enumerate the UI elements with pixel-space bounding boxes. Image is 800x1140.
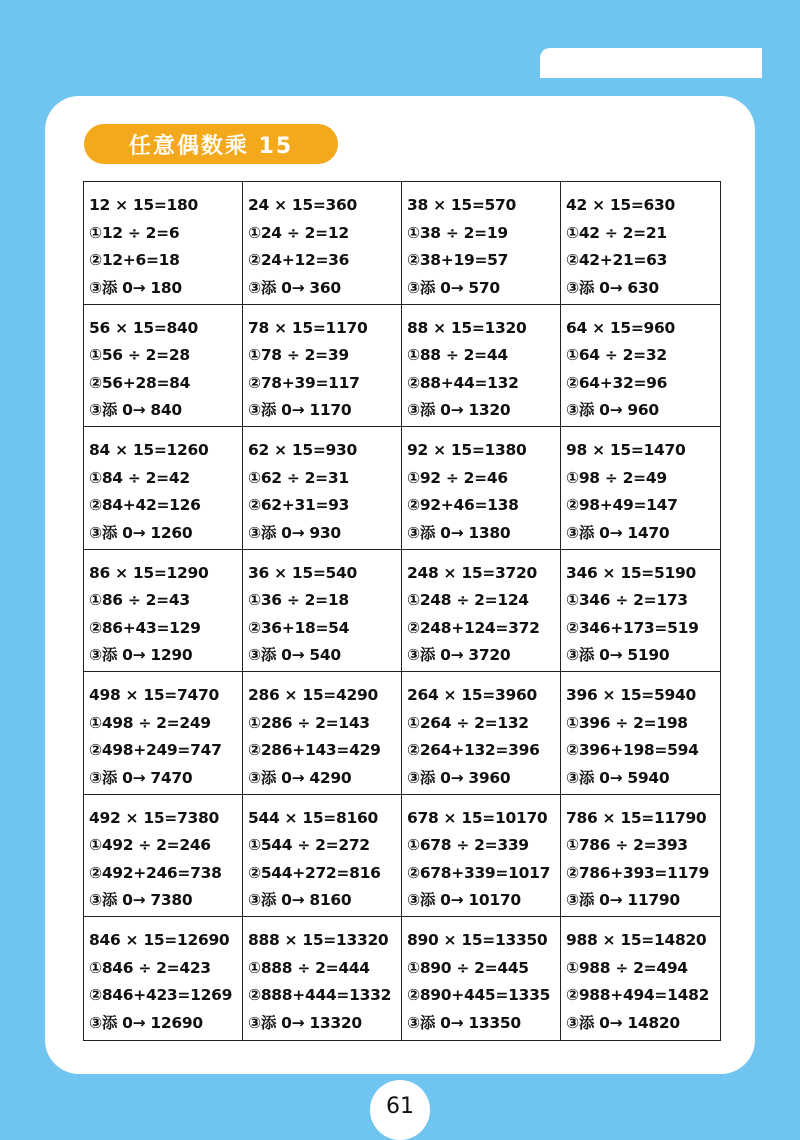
grid-cell <box>243 917 402 1040</box>
step-add-line: ②36+18=54 <box>248 618 350 637</box>
equation-line: 62 × 15=930 <box>248 441 357 460</box>
step-add-line: ②38+19=57 <box>407 251 509 269</box>
step-add-line: ②846+423=1269 <box>89 986 233 1005</box>
step-divide-line: ①98 ÷ 2=49 <box>566 468 667 487</box>
step-append-zero-line: ③添 0→ 11790 <box>566 891 680 910</box>
step-add-line: ②544+272=816 <box>248 863 381 882</box>
multiplication-grid <box>83 181 721 1041</box>
step-divide-line: ①56 ÷ 2=28 <box>89 346 190 365</box>
step-append-zero-line: ③添 0→ 10170 <box>407 891 521 910</box>
step-append-zero-line: ③添 0→ 360 <box>248 278 341 297</box>
step-divide-line: ①92 ÷ 2=46 <box>407 468 508 487</box>
step-append-zero-line: ③添 0→ 5940 <box>566 768 670 787</box>
grid-cell <box>243 795 402 918</box>
equation-line: 498 × 15=7470 <box>89 686 219 705</box>
step-add-line: ②92+46=138 <box>407 496 519 515</box>
step-add-line: ②264+132=396 <box>407 741 540 760</box>
step-append-zero-line: ③添 0→ 1470 <box>566 523 670 542</box>
step-append-zero-line: ③添 0→ 1320 <box>407 401 511 420</box>
step-divide-line: ①88 ÷ 2=44 <box>407 346 508 365</box>
step-add-line: ②248+124=372 <box>407 618 540 637</box>
equation-line: 92 × 15=1380 <box>407 441 527 460</box>
step-append-zero-line: ③添 0→ 14820 <box>566 1013 680 1032</box>
equation-line: 84 × 15=1260 <box>89 441 209 460</box>
equation-line: 396 × 15=5940 <box>566 686 696 705</box>
grid-cell <box>561 672 720 795</box>
grid-cell <box>84 182 243 305</box>
grid-cell <box>561 917 720 1040</box>
step-divide-line: ①42 ÷ 2=21 <box>566 223 667 242</box>
step-add-line: ②498+249=747 <box>89 741 222 760</box>
step-append-zero-line: ③添 0→ 3720 <box>407 646 511 665</box>
equation-line: 988 × 15=14820 <box>566 931 707 950</box>
equation-line: 88 × 15=1320 <box>407 318 527 337</box>
step-divide-line: ①846 ÷ 2=423 <box>89 958 211 977</box>
equation-line: 264 × 15=3960 <box>407 686 537 705</box>
equation-line: 42 × 15=630 <box>566 196 675 214</box>
step-add-line: ②88+44=132 <box>407 373 519 392</box>
step-append-zero-line: ③添 0→ 180 <box>89 278 182 297</box>
grid-cell <box>243 305 402 428</box>
step-add-line: ②56+28=84 <box>89 373 191 392</box>
step-add-line: ②64+32=96 <box>566 373 668 392</box>
step-append-zero-line: ③添 0→ 8160 <box>248 891 352 910</box>
equation-line: 24 × 15=360 <box>248 196 357 214</box>
grid-cell <box>561 427 720 550</box>
step-append-zero-line: ③添 0→ 540 <box>248 646 341 665</box>
step-append-zero-line: ③添 0→ 930 <box>248 523 341 542</box>
step-divide-line: ①38 ÷ 2=19 <box>407 223 508 242</box>
grid-cell <box>402 795 561 918</box>
step-add-line: ②286+143=429 <box>248 741 381 760</box>
step-divide-line: ①86 ÷ 2=43 <box>89 591 190 610</box>
equation-line: 36 × 15=540 <box>248 563 357 582</box>
grid-cell <box>243 427 402 550</box>
step-add-line: ②396+198=594 <box>566 741 699 760</box>
step-append-zero-line: ③添 0→ 4290 <box>248 768 352 787</box>
step-divide-line: ①78 ÷ 2=39 <box>248 346 349 365</box>
equation-line: 98 × 15=1470 <box>566 441 686 460</box>
step-add-line: ②492+246=738 <box>89 863 222 882</box>
grid-cell <box>561 182 720 305</box>
step-append-zero-line: ③添 0→ 5190 <box>566 646 670 665</box>
grid-cell <box>561 795 720 918</box>
step-append-zero-line: ③添 0→ 13320 <box>248 1013 362 1032</box>
equation-line: 678 × 15=10170 <box>407 808 548 827</box>
equation-line: 890 × 15=13350 <box>407 931 548 950</box>
step-add-line: ②888+444=1332 <box>248 986 392 1005</box>
grid-cell <box>84 672 243 795</box>
step-append-zero-line: ③添 0→ 7380 <box>89 891 193 910</box>
grid-cell <box>402 550 561 673</box>
step-add-line: ②98+49=147 <box>566 496 678 515</box>
step-divide-line: ①498 ÷ 2=249 <box>89 713 211 732</box>
equation-line: 544 × 15=8160 <box>248 808 378 827</box>
step-append-zero-line: ③添 0→ 1290 <box>89 646 193 665</box>
step-divide-line: ①248 ÷ 2=124 <box>407 591 529 610</box>
equation-line: 492 × 15=7380 <box>89 808 219 827</box>
step-divide-line: ①988 ÷ 2=494 <box>566 958 688 977</box>
step-divide-line: ①786 ÷ 2=393 <box>566 836 688 855</box>
equation-line: 286 × 15=4290 <box>248 686 378 705</box>
step-divide-line: ①24 ÷ 2=12 <box>248 223 349 242</box>
step-append-zero-line: ③添 0→ 840 <box>89 401 182 420</box>
equation-line: 888 × 15=13320 <box>248 931 389 950</box>
grid-cell <box>561 305 720 428</box>
grid-cell <box>402 305 561 428</box>
step-add-line: ②78+39=117 <box>248 373 360 392</box>
grid-cell <box>243 672 402 795</box>
step-append-zero-line: ③添 0→ 3960 <box>407 768 511 787</box>
step-divide-line: ①678 ÷ 2=339 <box>407 836 529 855</box>
top-tab-decoration <box>540 48 762 78</box>
equation-line: 846 × 15=12690 <box>89 931 230 950</box>
grid-cell <box>84 427 243 550</box>
grid-cell <box>84 917 243 1040</box>
equation-line: 786 × 15=11790 <box>566 808 707 827</box>
page-title: 任意偶数乘 15 <box>84 124 338 164</box>
step-add-line: ②86+43=129 <box>89 618 201 637</box>
grid-cell <box>561 550 720 673</box>
step-append-zero-line: ③添 0→ 570 <box>407 278 500 297</box>
grid-cell <box>402 672 561 795</box>
step-append-zero-line: ③添 0→ 1380 <box>407 523 511 542</box>
step-add-line: ②84+42=126 <box>89 496 201 515</box>
step-add-line: ②24+12=36 <box>248 251 350 269</box>
step-divide-line: ①286 ÷ 2=143 <box>248 713 370 732</box>
grid-cell <box>84 305 243 428</box>
step-divide-line: ①12 ÷ 2=6 <box>89 223 180 242</box>
step-divide-line: ①346 ÷ 2=173 <box>566 591 688 610</box>
step-append-zero-line: ③添 0→ 1260 <box>89 523 193 542</box>
step-append-zero-line: ③添 0→ 1170 <box>248 401 352 420</box>
equation-line: 38 × 15=570 <box>407 196 516 214</box>
grid-cell <box>243 550 402 673</box>
grid-cell <box>402 182 561 305</box>
step-divide-line: ①84 ÷ 2=42 <box>89 468 190 487</box>
step-divide-line: ①36 ÷ 2=18 <box>248 591 349 610</box>
step-append-zero-line: ③添 0→ 630 <box>566 278 659 297</box>
step-add-line: ②42+21=63 <box>566 251 668 269</box>
grid-cell <box>84 550 243 673</box>
step-add-line: ②890+445=1335 <box>407 986 551 1005</box>
page-number: 61 <box>370 1080 430 1140</box>
step-append-zero-line: ③添 0→ 13350 <box>407 1013 521 1032</box>
grid-cell <box>84 795 243 918</box>
step-divide-line: ①396 ÷ 2=198 <box>566 713 688 732</box>
step-divide-line: ①492 ÷ 2=246 <box>89 836 211 855</box>
step-add-line: ②62+31=93 <box>248 496 350 515</box>
equation-line: 78 × 15=1170 <box>248 318 368 337</box>
step-add-line: ②346+173=519 <box>566 618 699 637</box>
step-divide-line: ①62 ÷ 2=31 <box>248 468 349 487</box>
step-append-zero-line: ③添 0→ 12690 <box>89 1013 203 1032</box>
step-add-line: ②12+6=18 <box>89 251 180 269</box>
equation-line: 56 × 15=840 <box>89 318 198 337</box>
step-divide-line: ①264 ÷ 2=132 <box>407 713 529 732</box>
equation-line: 12 × 15=180 <box>89 196 198 214</box>
step-add-line: ②786+393=1179 <box>566 863 710 882</box>
step-add-line: ②678+339=1017 <box>407 863 551 882</box>
grid-cell <box>402 917 561 1040</box>
grid-cell <box>402 427 561 550</box>
grid-cell <box>243 182 402 305</box>
step-add-line: ②988+494=1482 <box>566 986 710 1005</box>
step-divide-line: ①544 ÷ 2=272 <box>248 836 370 855</box>
step-divide-line: ①890 ÷ 2=445 <box>407 958 529 977</box>
equation-line: 248 × 15=3720 <box>407 563 537 582</box>
equation-line: 64 × 15=960 <box>566 318 675 337</box>
step-divide-line: ①888 ÷ 2=444 <box>248 958 370 977</box>
step-divide-line: ①64 ÷ 2=32 <box>566 346 667 365</box>
equation-line: 86 × 15=1290 <box>89 563 209 582</box>
equation-line: 346 × 15=5190 <box>566 563 696 582</box>
step-append-zero-line: ③添 0→ 7470 <box>89 768 193 787</box>
step-append-zero-line: ③添 0→ 960 <box>566 401 659 420</box>
